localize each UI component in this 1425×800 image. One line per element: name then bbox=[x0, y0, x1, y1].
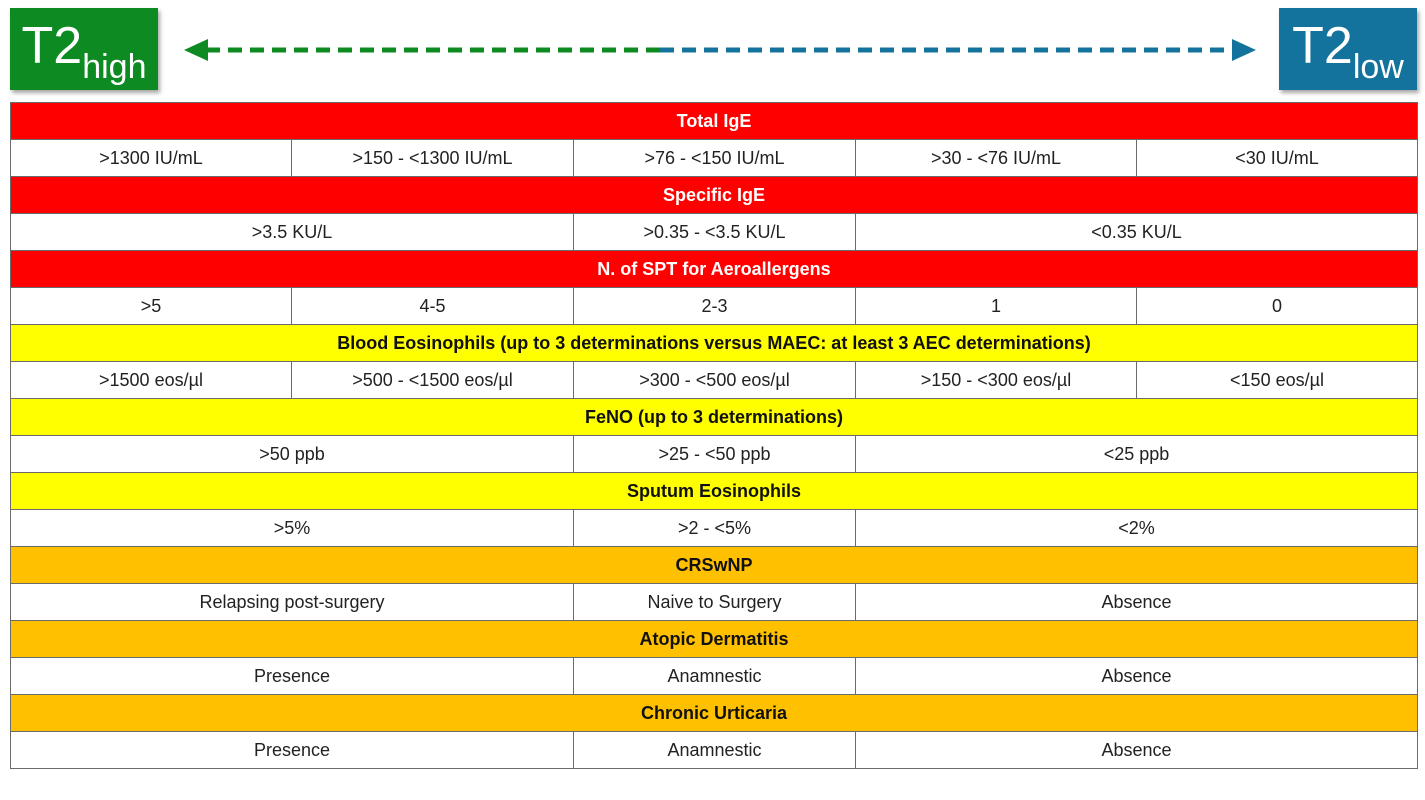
cell-specific-ige-1: >3.5 KU/L bbox=[11, 214, 574, 251]
cell-total-ige-3: >76 - <150 IU/mL bbox=[574, 140, 856, 177]
cell-crswnp-3: Absence bbox=[856, 584, 1418, 621]
cell-chronic-urticaria-3: Absence bbox=[856, 732, 1418, 769]
t2-high-label bbox=[10, 8, 158, 90]
t2-low-sub: low bbox=[1352, 48, 1404, 86]
cell-spt-5: 0 bbox=[1137, 288, 1418, 325]
cell-blood-eos-1: >1500 eos/µl bbox=[11, 362, 292, 399]
cell-blood-eos-4: >150 - <300 eos/µl bbox=[856, 362, 1137, 399]
cell-feno-2: >25 - <50 ppb bbox=[574, 436, 856, 473]
t2-low-label bbox=[1279, 8, 1417, 90]
arrow-head-right bbox=[1232, 39, 1256, 61]
cell-total-ige-1: >1300 IU/mL bbox=[11, 140, 292, 177]
cell-spt-4: 1 bbox=[856, 288, 1137, 325]
header-specific-ige: Specific IgE bbox=[11, 177, 1418, 214]
cell-blood-eos-5: <150 eos/µl bbox=[1137, 362, 1418, 399]
cell-spt-2: 4-5 bbox=[292, 288, 574, 325]
cell-total-ige-2: >150 - <1300 IU/mL bbox=[292, 140, 574, 177]
cell-sputum-eos-1: >5% bbox=[11, 510, 574, 547]
cell-total-ige-4: >30 - <76 IU/mL bbox=[856, 140, 1137, 177]
cell-specific-ige-3: <0.35 KU/L bbox=[856, 214, 1418, 251]
header-blood-eosinophils: Blood Eosinophils (up to 3 determinations versus MAEC: at least 3 AEC determinations) bbox=[11, 325, 1418, 362]
header-spt: N. of SPT for Aeroallergens bbox=[11, 251, 1418, 288]
t2-high-main: T2 bbox=[21, 17, 83, 75]
cell-spt-1: >5 bbox=[11, 288, 292, 325]
cell-crswnp-2: Naive to Surgery bbox=[574, 584, 856, 621]
cell-feno-3: <25 ppb bbox=[856, 436, 1418, 473]
cell-chronic-urticaria-2: Anamnestic bbox=[574, 732, 856, 769]
header-total-ige: Total IgE bbox=[11, 103, 1418, 140]
header-atopic-dermatitis: Atopic Dermatitis bbox=[11, 621, 1418, 658]
t2-high-sub: high bbox=[82, 48, 147, 86]
cell-atopic-dermatitis-3: Absence bbox=[856, 658, 1418, 695]
cell-crswnp-1: Relapsing post-surgery bbox=[11, 584, 574, 621]
cell-total-ige-5: <30 IU/mL bbox=[1137, 140, 1418, 177]
cell-blood-eos-3: >300 - <500 eos/µl bbox=[574, 362, 856, 399]
cell-sputum-eos-2: >2 - <5% bbox=[574, 510, 856, 547]
cell-chronic-urticaria-1: Presence bbox=[11, 732, 574, 769]
bidirectional-arrow-icon bbox=[180, 30, 1260, 70]
cell-blood-eos-2: >500 - <1500 eos/µl bbox=[292, 362, 574, 399]
arrow-head-left bbox=[184, 39, 208, 61]
cell-feno-1: >50 ppb bbox=[11, 436, 574, 473]
biomarker-table bbox=[10, 102, 1418, 769]
header-chronic-urticaria: Chronic Urticaria bbox=[11, 695, 1418, 732]
header-feno: FeNO (up to 3 determinations) bbox=[11, 399, 1418, 436]
cell-sputum-eos-3: <2% bbox=[856, 510, 1418, 547]
cell-spt-3: 2-3 bbox=[574, 288, 856, 325]
header-crswnp: CRSwNP bbox=[11, 547, 1418, 584]
cell-specific-ige-2: >0.35 - <3.5 KU/L bbox=[574, 214, 856, 251]
t2-low-main: T2 bbox=[1292, 17, 1353, 75]
cell-atopic-dermatitis-1: Presence bbox=[11, 658, 574, 695]
cell-atopic-dermatitis-2: Anamnestic bbox=[574, 658, 856, 695]
header-sputum-eosinophils: Sputum Eosinophils bbox=[11, 473, 1418, 510]
